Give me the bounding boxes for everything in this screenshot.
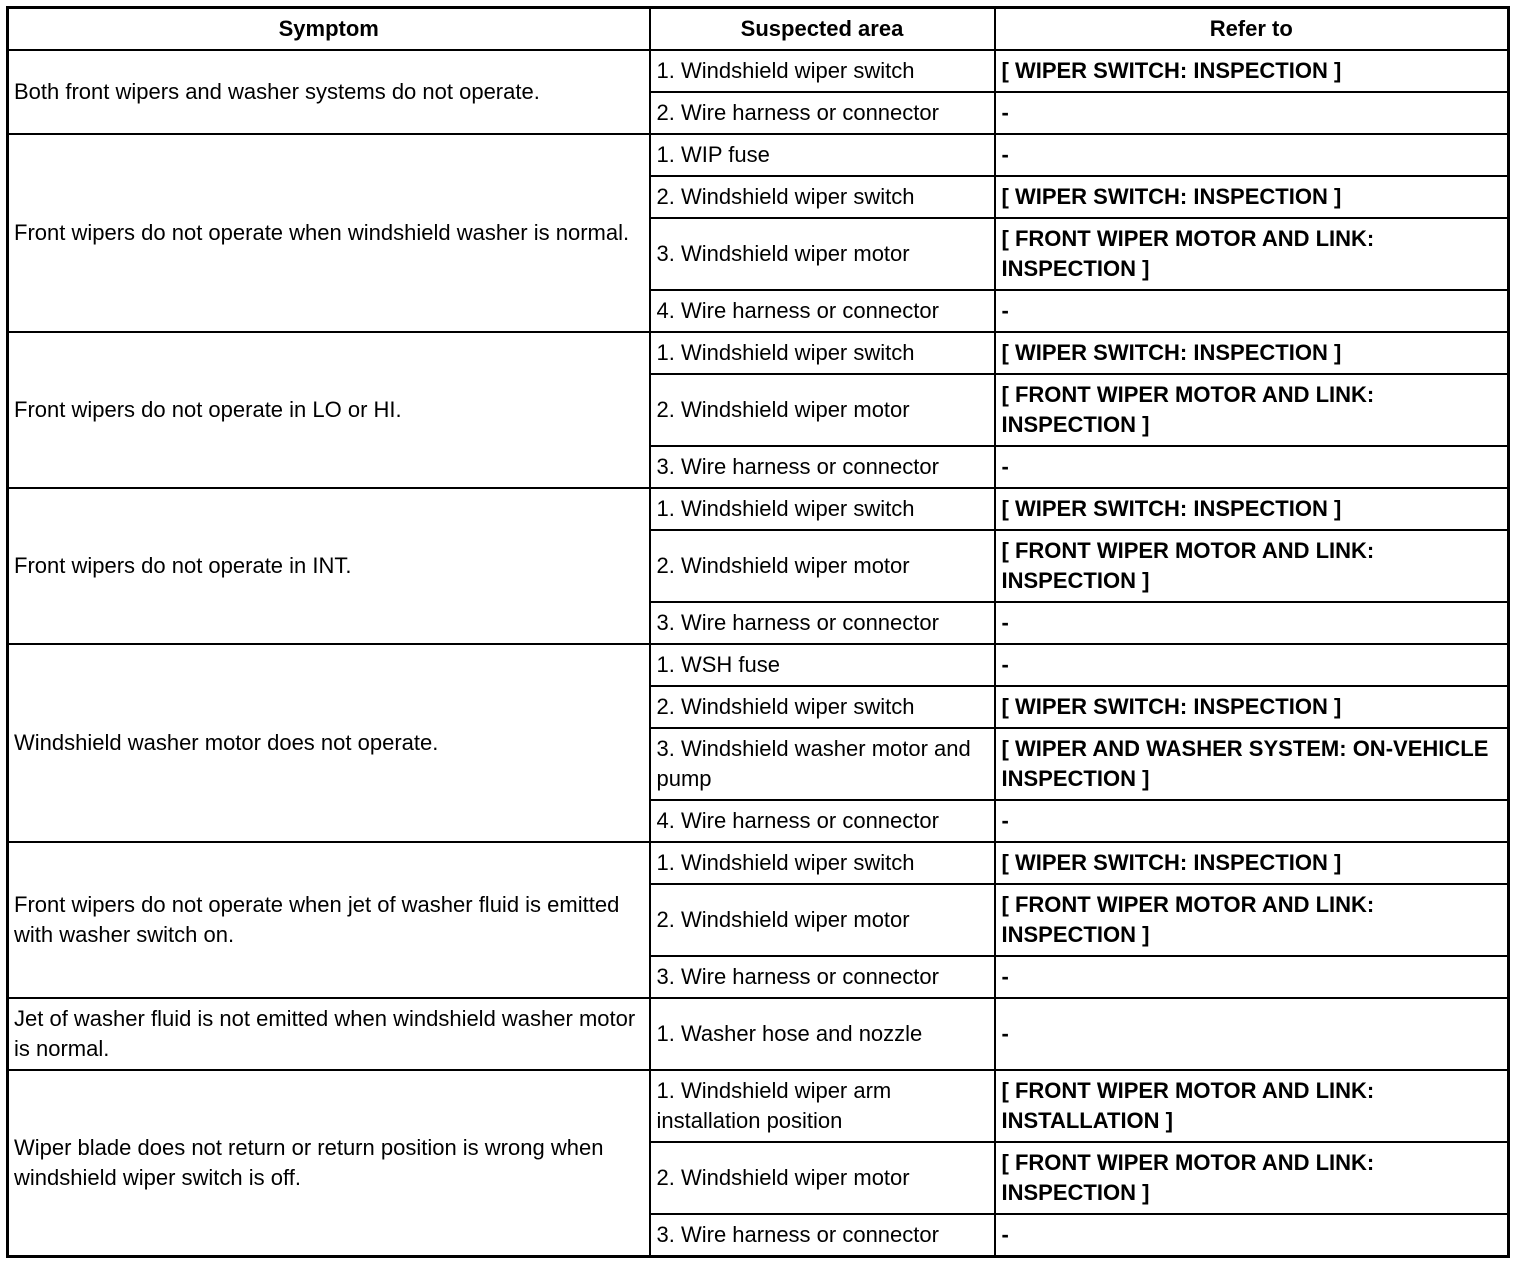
- suspected-area-cell: 4. Wire harness or connector: [650, 800, 995, 842]
- suspected-area-cell: 4. Wire harness or connector: [650, 290, 995, 332]
- symptom-cell: Windshield washer motor does not operate.: [8, 644, 650, 842]
- header-row: [8, 8, 1509, 51]
- refer-to-cell: -: [995, 1214, 1509, 1257]
- suspected-area-cell: 1. Windshield wiper switch: [650, 842, 995, 884]
- suspected-area-cell: 1. WSH fuse: [650, 644, 995, 686]
- suspected-area-cell: 2. Windshield wiper switch: [650, 176, 995, 218]
- refer-to-cell[interactable]: [ WIPER SWITCH: INSPECTION ]: [995, 488, 1509, 530]
- table-row: [8, 488, 1509, 530]
- refer-to-cell: -: [995, 602, 1509, 644]
- suspected-area-header: Suspected area: [650, 8, 995, 51]
- refer-to-cell[interactable]: [ FRONT WIPER MOTOR AND LINK: INSTALLATION ]: [995, 1070, 1509, 1142]
- suspected-area-cell: 3. Wire harness or connector: [650, 1214, 995, 1257]
- suspected-area-cell: 1. Windshield wiper switch: [650, 50, 995, 92]
- suspected-area-cell: 2. Wire harness or connector: [650, 92, 995, 134]
- refer-to-cell[interactable]: [ FRONT WIPER MOTOR AND LINK: INSPECTION ]: [995, 218, 1509, 290]
- suspected-area-cell: 2. Windshield wiper motor: [650, 530, 995, 602]
- refer-to-cell[interactable]: [ WIPER SWITCH: INSPECTION ]: [995, 686, 1509, 728]
- suspected-area-cell: 2. Windshield wiper motor: [650, 374, 995, 446]
- suspected-area-cell: 1. WIP fuse: [650, 134, 995, 176]
- refer-to-cell: -: [995, 290, 1509, 332]
- refer-to-cell[interactable]: [ WIPER SWITCH: INSPECTION ]: [995, 50, 1509, 92]
- suspected-area-cell: 1. Windshield wiper arm installation position: [650, 1070, 995, 1142]
- table-row: [8, 134, 1509, 176]
- table-row: [8, 332, 1509, 374]
- suspected-area-cell: 2. Windshield wiper motor: [650, 884, 995, 956]
- refer-to-cell: -: [995, 800, 1509, 842]
- refer-to-cell: -: [995, 446, 1509, 488]
- refer-to-cell: -: [995, 134, 1509, 176]
- suspected-area-cell: 3. Windshield washer motor and pump: [650, 728, 995, 800]
- suspected-area-cell: 3. Windshield wiper motor: [650, 218, 995, 290]
- table-row: [8, 644, 1509, 686]
- suspected-area-cell: 2. Windshield wiper switch: [650, 686, 995, 728]
- refer-to-cell: -: [995, 92, 1509, 134]
- refer-to-cell[interactable]: [ FRONT WIPER MOTOR AND LINK: INSPECTION ]: [995, 374, 1509, 446]
- refer-to-cell[interactable]: [ WIPER SWITCH: INSPECTION ]: [995, 332, 1509, 374]
- refer-to-cell: -: [995, 998, 1509, 1070]
- symptom-cell: Front wipers do not operate in INT.: [8, 488, 650, 644]
- symptom-header: Symptom: [8, 8, 650, 51]
- refer-to-cell[interactable]: [ WIPER SWITCH: INSPECTION ]: [995, 176, 1509, 218]
- table-row: [8, 1070, 1509, 1142]
- suspected-area-cell: 3. Wire harness or connector: [650, 602, 995, 644]
- suspected-area-cell: 1. Windshield wiper switch: [650, 332, 995, 374]
- suspected-area-cell: 3. Wire harness or connector: [650, 446, 995, 488]
- refer-to-cell[interactable]: [ FRONT WIPER MOTOR AND LINK: INSPECTION ]: [995, 1142, 1509, 1214]
- refer-to-cell[interactable]: [ WIPER AND WASHER SYSTEM: ON-VEHICLE INSPECTION ]: [995, 728, 1509, 800]
- table-row: [8, 842, 1509, 884]
- refer-to-header: Refer to: [995, 8, 1509, 51]
- suspected-area-cell: 2. Windshield wiper motor: [650, 1142, 995, 1214]
- refer-to-cell[interactable]: [ FRONT WIPER MOTOR AND LINK: INSPECTION ]: [995, 884, 1509, 956]
- table-row: [8, 998, 1509, 1070]
- symptom-cell: Front wipers do not operate when jet of washer fluid is emitted with washer switch on.: [8, 842, 650, 998]
- symptom-cell: Both front wipers and washer systems do not operate.: [8, 50, 650, 134]
- suspected-area-cell: 1. Windshield wiper switch: [650, 488, 995, 530]
- refer-to-cell: -: [995, 644, 1509, 686]
- wiper-symptom-table: [6, 6, 1510, 1258]
- symptom-cell: Front wipers do not operate in LO or HI.: [8, 332, 650, 488]
- refer-to-cell[interactable]: [ WIPER SWITCH: INSPECTION ]: [995, 842, 1509, 884]
- table-body: [8, 50, 1509, 1257]
- table-row: [8, 50, 1509, 92]
- symptom-cell: Front wipers do not operate when windshield washer is normal.: [8, 134, 650, 332]
- symptom-cell: Wiper blade does not return or return position is wrong when windshield wiper switch is off.: [8, 1070, 650, 1257]
- refer-to-cell[interactable]: [ FRONT WIPER MOTOR AND LINK: INSPECTION ]: [995, 530, 1509, 602]
- symptom-cell: Jet of washer fluid is not emitted when windshield washer motor is normal.: [8, 998, 650, 1070]
- suspected-area-cell: 3. Wire harness or connector: [650, 956, 995, 998]
- suspected-area-cell: 1. Washer hose and nozzle: [650, 998, 995, 1070]
- refer-to-cell: -: [995, 956, 1509, 998]
